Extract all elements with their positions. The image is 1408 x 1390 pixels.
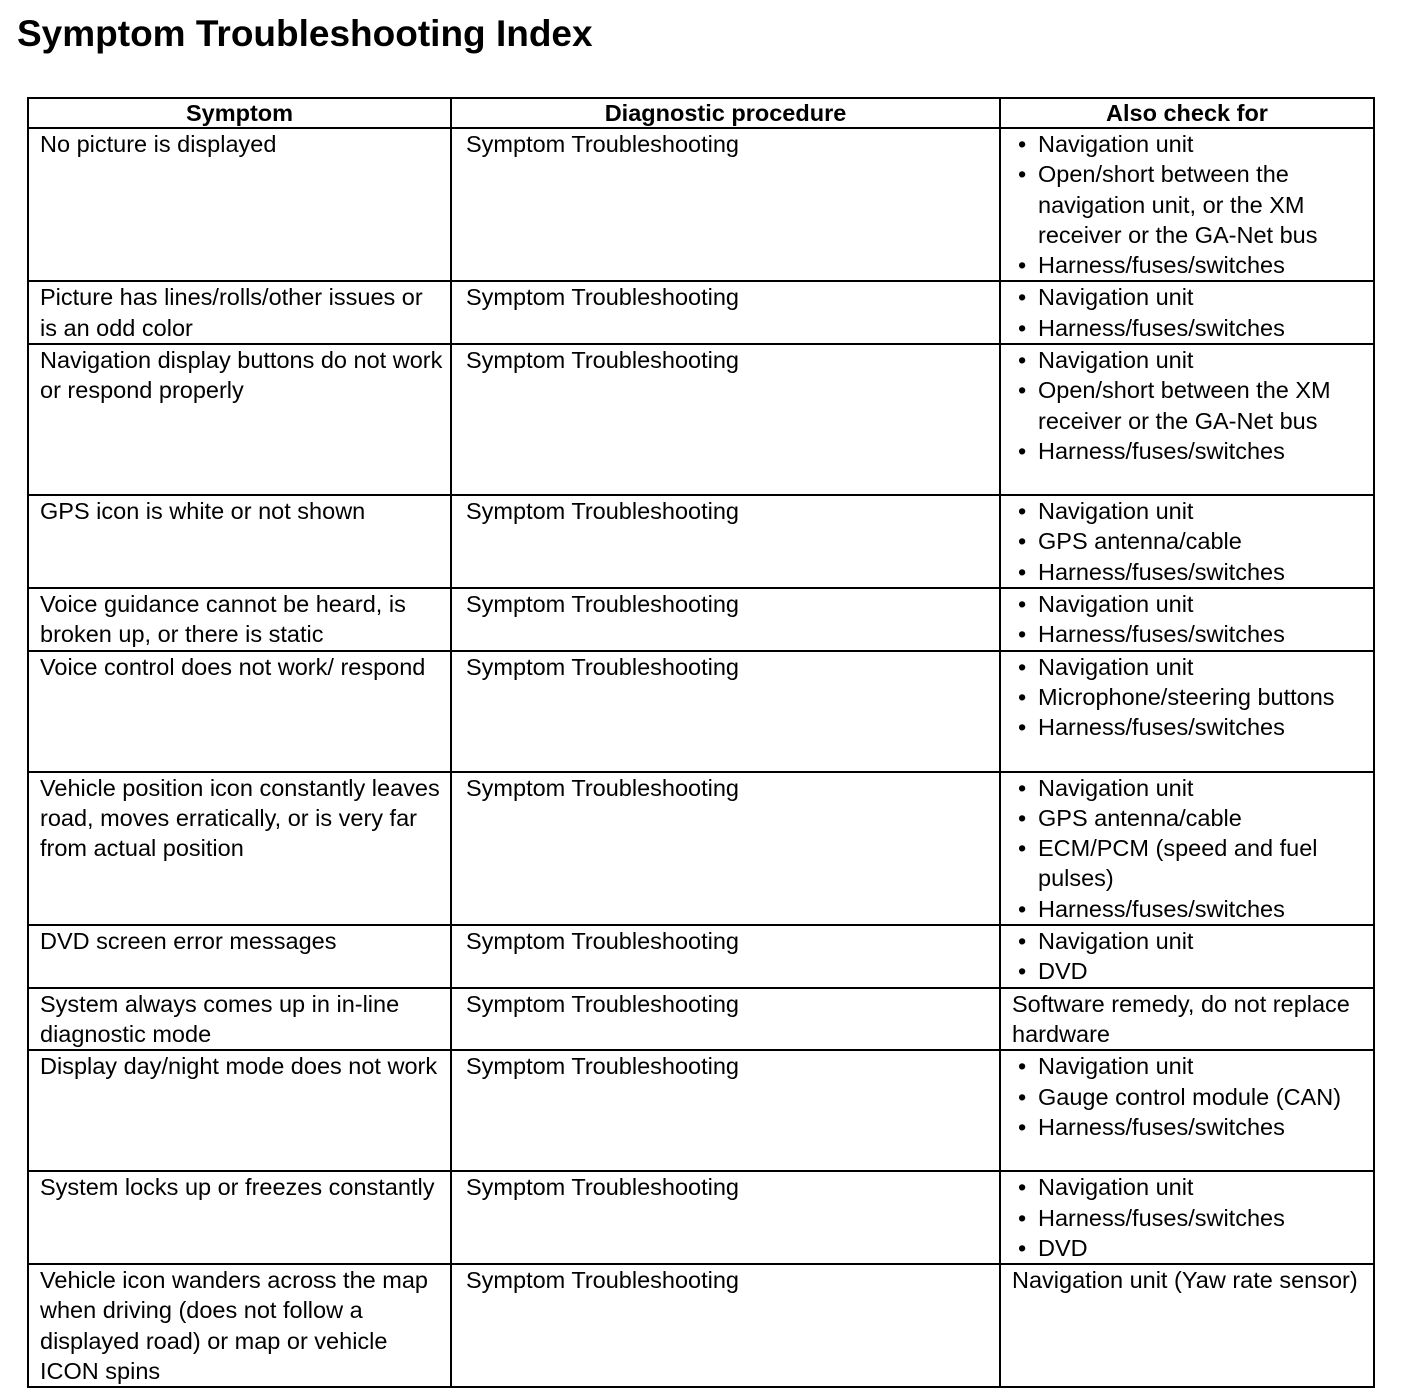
also-check-item: • DVD <box>1038 956 1369 986</box>
also-check-item: • Navigation unit <box>1038 345 1369 375</box>
symptom-text: Vehicle position icon constantly leaves road, moves erratically, or is very far from actual position <box>40 774 440 862</box>
also-check-list <box>1001 129 1373 280</box>
also-check-item: • Gauge control module (CAN) <box>1038 1082 1369 1112</box>
symptom-cell <box>28 1171 451 1264</box>
symptom-cell <box>28 588 451 651</box>
also-check-item: • Harness/fuses/switches <box>1038 1112 1369 1142</box>
also-check-item: • GPS antenna/cable <box>1038 526 1369 556</box>
table-row <box>28 988 1374 1051</box>
table-row <box>28 495 1374 588</box>
symptom-text: Navigation display buttons do not work or respond properly <box>40 347 443 404</box>
also-check-item: • Navigation unit <box>1038 589 1369 619</box>
procedure-text: Symptom Troubleshooting <box>466 928 740 955</box>
also-check-cell <box>1000 128 1374 281</box>
procedure-text: Symptom Troubleshooting <box>466 131 740 157</box>
table-row <box>28 128 1374 281</box>
procedure-text: Symptom Troubleshooting <box>466 1174 740 1201</box>
also-check-item: • Navigation unit <box>1038 652 1369 682</box>
procedure-text: Symptom Troubleshooting <box>466 1053 740 1080</box>
also-check-cell <box>1000 651 1374 772</box>
also-check-item: • Open/short between the navigation unit, or the XM receiver or the GA-Net bus <box>1038 159 1369 250</box>
also-check-item: • Navigation unit <box>1038 773 1369 803</box>
also-check-list <box>1001 1172 1373 1263</box>
table-row <box>28 651 1374 772</box>
also-check-cell <box>1000 344 1374 495</box>
procedure-cell <box>451 1264 1000 1387</box>
also-check-item: • ECM/PCM (speed and fuel pulses) <box>1038 833 1369 894</box>
also-check-list <box>1001 926 1373 987</box>
also-check-cell <box>1000 1050 1374 1171</box>
symptom-cell <box>28 281 451 344</box>
procedure-cell <box>451 772 1000 925</box>
procedure-cell <box>451 1050 1000 1171</box>
also-check-list <box>1001 589 1373 650</box>
symptom-cell <box>28 1050 451 1171</box>
table-row <box>28 772 1374 925</box>
also-check-list <box>1001 345 1373 466</box>
procedure-text: Symptom Troubleshooting <box>466 590 740 617</box>
table-row <box>28 925 1374 988</box>
procedure-text: Symptom Troubleshooting <box>466 990 740 1017</box>
also-check-cell <box>1000 988 1374 1051</box>
symptom-cell <box>28 651 451 772</box>
also-check-item: • Navigation unit <box>1038 926 1369 956</box>
symptom-text: System always comes up in in-line diagnostic mode <box>40 990 400 1047</box>
column-header-symptom: Symptom <box>28 98 451 128</box>
table-row <box>28 281 1374 344</box>
also-check-cell <box>1000 925 1374 988</box>
column-header-also-check: Also check for <box>1000 98 1374 128</box>
also-check-note: Software remedy, do not replace hardware <box>1012 990 1350 1047</box>
also-check-item: • Navigation unit <box>1038 496 1369 526</box>
symptom-cell <box>28 988 451 1051</box>
procedure-cell <box>451 281 1000 344</box>
also-check-item: • Harness/fuses/switches <box>1038 1203 1369 1233</box>
symptom-text: No picture is displayed <box>40 131 277 157</box>
also-check-cell <box>1000 1264 1374 1387</box>
also-check-item: • Navigation unit <box>1038 282 1369 312</box>
procedure-text: Symptom Troubleshooting <box>466 498 740 525</box>
table-row <box>28 588 1374 651</box>
symptom-cell <box>28 772 451 925</box>
also-check-item: • Harness/fuses/switches <box>1038 557 1369 587</box>
also-check-item: • Navigation unit <box>1038 1051 1369 1081</box>
also-check-item: • Microphone/steering buttons <box>1038 682 1369 712</box>
also-check-cell <box>1000 495 1374 588</box>
also-check-cell <box>1000 772 1374 925</box>
symptom-text: Vehicle icon wanders across the map when driving (does not follow a displayed road) or map or vehicle ICON spins <box>40 1267 428 1385</box>
also-check-item: • Harness/fuses/switches <box>1038 436 1369 466</box>
also-check-list <box>1001 496 1373 587</box>
also-check-item: • Harness/fuses/switches <box>1038 712 1369 742</box>
also-check-list <box>1001 282 1373 343</box>
symptom-cell <box>28 495 451 588</box>
also-check-item: • Open/short between the XM receiver or the GA-Net bus <box>1038 375 1369 436</box>
symptom-cell <box>28 925 451 988</box>
procedure-cell <box>451 988 1000 1051</box>
also-check-item: • Navigation unit <box>1038 129 1369 159</box>
symptom-text: Picture has lines/rolls/other issues or is an odd color <box>40 284 423 341</box>
procedure-cell <box>451 1171 1000 1264</box>
symptom-text: DVD screen error messages <box>40 928 337 955</box>
also-check-list <box>1001 773 1373 924</box>
also-check-item: • Harness/fuses/switches <box>1038 894 1369 924</box>
symptom-text: Voice guidance cannot be heard, is broken up, or there is static <box>40 590 406 648</box>
symptom-text: GPS icon is white or not shown <box>40 498 366 525</box>
also-check-list <box>1001 652 1373 743</box>
procedure-text: Symptom Troubleshooting <box>466 284 740 311</box>
procedure-text: Symptom Troubleshooting <box>466 653 740 680</box>
table-row <box>28 344 1374 495</box>
also-check-item: • DVD <box>1038 1233 1369 1263</box>
symptom-text: Display day/night mode does not work <box>40 1053 438 1080</box>
also-check-item: • Harness/fuses/switches <box>1038 250 1369 280</box>
also-check-item: • Harness/fuses/switches <box>1038 313 1369 343</box>
procedure-cell <box>451 495 1000 588</box>
also-check-item: • Navigation unit <box>1038 1172 1369 1202</box>
also-check-cell <box>1000 1171 1374 1264</box>
table-row <box>28 1264 1374 1387</box>
table-row <box>28 1050 1374 1171</box>
symptom-cell <box>28 344 451 495</box>
symptom-cell <box>28 128 451 281</box>
symptom-cell <box>28 1264 451 1387</box>
table-header <box>28 98 1374 128</box>
also-check-note: Navigation unit (Yaw rate sensor) <box>1012 1267 1358 1294</box>
table-body <box>28 128 1374 1387</box>
also-check-list <box>1001 1051 1373 1142</box>
header-row <box>28 98 1374 128</box>
also-check-item: • Harness/fuses/switches <box>1038 619 1369 649</box>
procedure-cell <box>451 651 1000 772</box>
also-check-item: • GPS antenna/cable <box>1038 803 1369 833</box>
procedure-text: Symptom Troubleshooting <box>466 1267 740 1294</box>
column-header-procedure: Diagnostic procedure <box>451 98 1000 128</box>
also-check-cell <box>1000 588 1374 651</box>
procedure-text: Symptom Troubleshooting <box>466 774 740 801</box>
symptom-index-table <box>27 97 1375 1388</box>
page-title: Symptom Troubleshooting Index <box>17 13 593 54</box>
procedure-cell <box>451 344 1000 495</box>
procedure-cell <box>451 588 1000 651</box>
table-row <box>28 1171 1374 1264</box>
symptom-text: System locks up or freezes constantly <box>40 1174 435 1201</box>
symptom-text: Voice control does not work/ respond <box>40 653 426 680</box>
also-check-cell <box>1000 281 1374 344</box>
procedure-cell <box>451 128 1000 281</box>
procedure-cell <box>451 925 1000 988</box>
procedure-text: Symptom Troubleshooting <box>466 347 740 374</box>
